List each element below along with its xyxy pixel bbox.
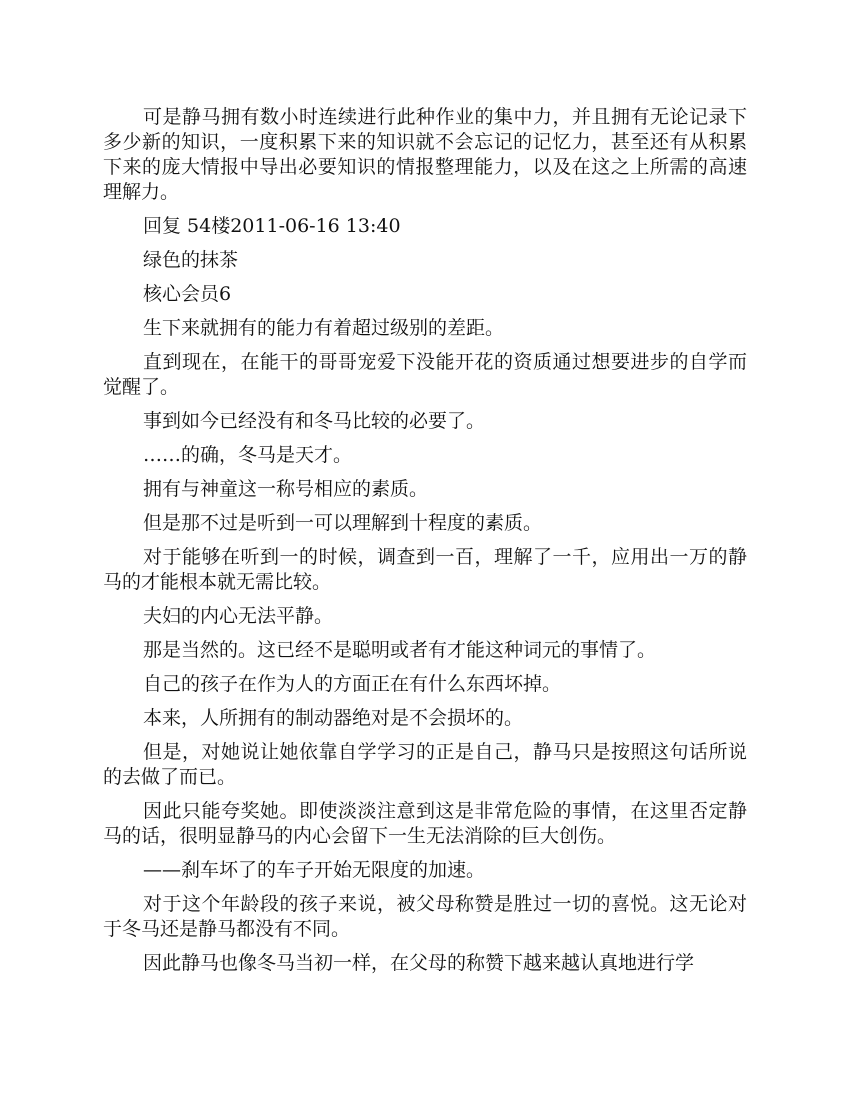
paragraph: ——刹车坏了的车子开始无限度的加速。: [143, 859, 486, 881]
paragraph: 因此静马也像冬马当初一样，在父母的称赞下越来越认真地进行学: [143, 952, 695, 974]
paragraph: ……的确，冬马是天才。: [143, 444, 353, 466]
paragraph: 但是，对她说让她依靠自学学习的正是自己，静马只是按照这句话所说的去做了而已。: [103, 741, 747, 788]
post-author-rank: 核心会员6: [143, 283, 232, 305]
paragraph: 直到现在，在能干的哥哥宠爱下没能开花的资质通过想要进步的自学而觉醒了。: [103, 351, 747, 398]
paragraph: 因此只能夸奖她。即使淡淡注意到这是非常危险的事情，在这里否定静马的话，很明显静马的内心会留下一生无法消除的巨大创伤。: [103, 800, 747, 847]
paragraph: 但是那不过是听到一可以理解到十程度的素质。: [143, 512, 543, 534]
paragraph: 本来，人所拥有的制动器绝对是不会损坏的。: [143, 707, 524, 729]
post-author-name: 绿色的抹茶: [143, 249, 239, 271]
paragraph: 可是静马拥有数小时连续进行此种作业的集中力，并且拥有无论记录下多少新的知识，一度积累下来的知识就不会忘记的记忆力，甚至还有从积累下来的庞大情报中导出必要知识的情报整理能力，以及在这之上所需的高速理解力。: [103, 106, 747, 203]
document-page: [103, 105, 747, 985]
post-reply-info: 回复 54楼2011-06-16 13:40: [143, 215, 401, 237]
paragraph: 夫妇的内心无法平静。: [143, 605, 334, 627]
paragraph: 事到如今已经没有和冬马比较的必要了。: [143, 410, 486, 432]
paragraph: 对于这个年龄段的孩子来说，被父母称赞是胜过一切的喜悦。这无论对于冬马还是静马都没有不同。: [103, 893, 747, 940]
paragraph: 那是当然的。这已经不是聪明或者有才能这种词元的事情了。: [143, 639, 657, 661]
paragraph: 生下来就拥有的能力有着超过级别的差距。: [143, 317, 505, 339]
paragraph: 对于能够在听到一的时候，调查到一百，理解了一千，应用出一万的静马的才能根本就无需比较。: [103, 546, 747, 593]
paragraph: 拥有与神童这一称号相应的素质。: [143, 478, 429, 500]
paragraph: 自己的孩子在作为人的方面正在有什么东西坏掉。: [143, 673, 562, 695]
